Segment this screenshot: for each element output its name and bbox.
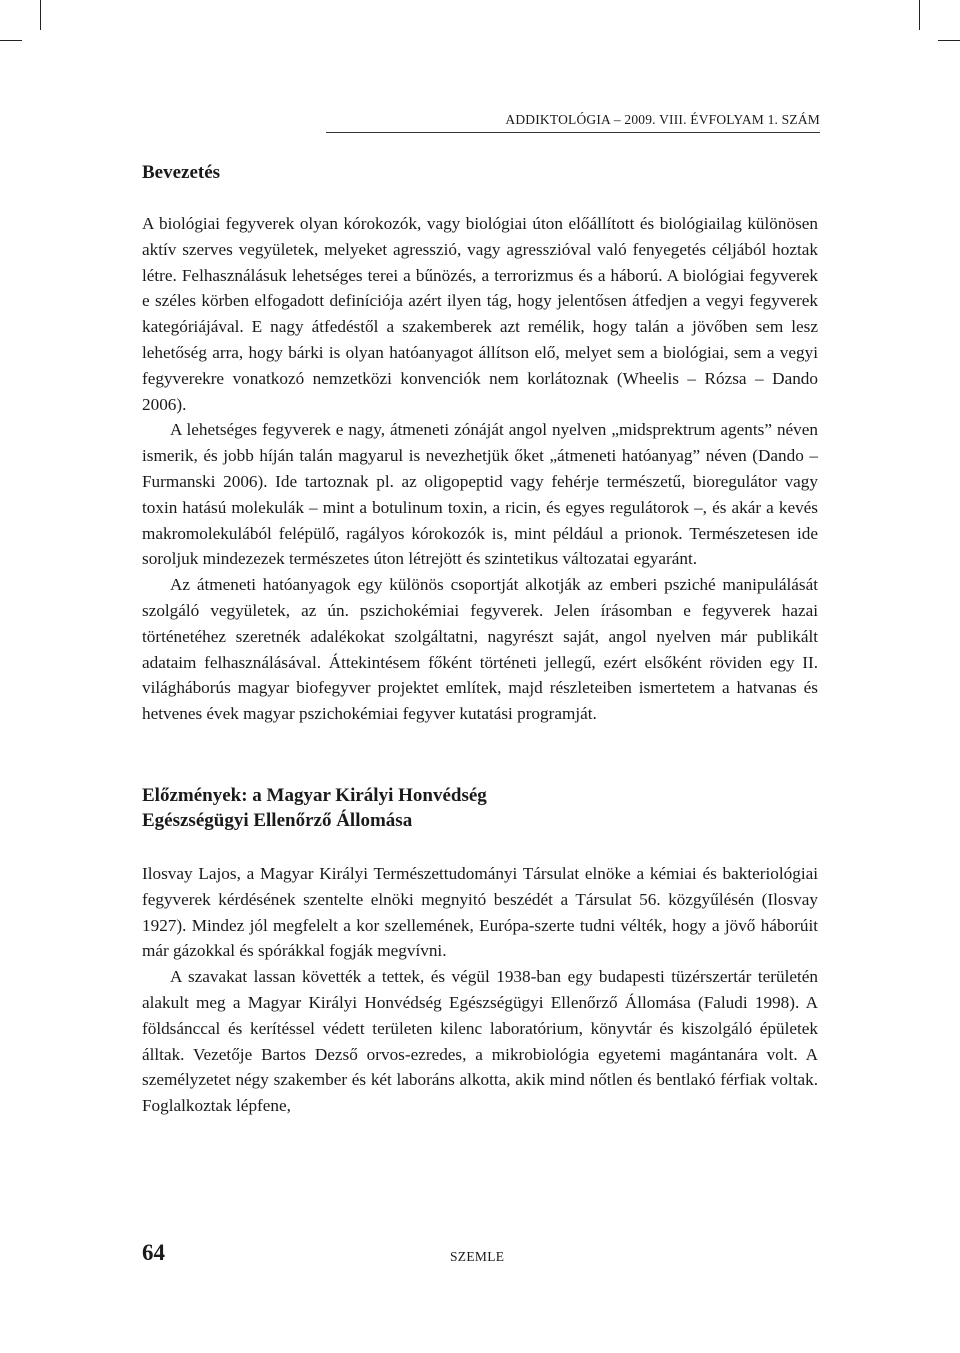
section-title-intro: Bevezetés — [142, 162, 221, 183]
paragraph: A biológiai fegyverek olyan kórokozók, vagy biológiai úton előállított és biológiailag különösen aktív szerves vegyületek, melyeket agresszió, vagy agresszióval való fenyegetés céljából hoztak létre. Felhasználásuk lehetséges terei a bűnözés, a terrorizmus és a háború. A biológiai fegyverek e széles körben elfogadott definíciója azért ilyen tág, hogy jelentősen átfedjen a vegyi fegyverek kategóriájával. E nagy átfedéstől a szakemberek azt remélik, hogy talán a jövőben sem lesz lehetőség arra, hogy bárki is olyan hatóanyagot állítson elő, melyet sem a biológiai, sem a vegyi fegyverekre vonatkozó nemzetközi konvenciók nem korlátoznak (Wheelis – Rózsa – Dando 2006). — [142, 214, 818, 414]
crop-mark-top-right — [919, 0, 920, 30]
paragraph: Ilosvay Lajos, a Magyar Királyi Természettudományi Társulat elnöke a kémiai és bakteriológiai fegyverek kérdésének szentelte elnöki megnyitó beszédét a Társulat 56. közgyűlésén (Ilosvay 1927). Mindez jól megfelelt a kor szellemének, Európa-szerte tudni vélték, hogy a jövő háborúit már gázokkal és spórákkal fogják megvívni. — [142, 863, 818, 961]
paragraph: A lehetséges fegyverek e nagy, átmeneti zónáját angol nyelven „midsprektrum agents” néven ismerik, és jobb híján talán magyarul is nevezhetjük őket „átmeneti hatóanyag” néven (Dando – Furmanski 2006). Ide tartoznak pl. az oligopeptid vagy fehérje természetű, bioregulátor vagy toxin hatású molekulák – mint a botulinum toxin, a ricin, és egyes regulátorok –, és akár a kevés makromolekulából felépülő, ragályos kórokozók is, mint például a prionok. Természetesen ide soroljuk mindezezek természetes úton létrejött és szintetikus változatai egyaránt. — [142, 420, 818, 569]
section-title-history — [142, 783, 818, 833]
page-number: 64 — [142, 1240, 165, 1265]
section-title-line: Előzmények: a Magyar Királyi Honvédség — [142, 784, 487, 806]
crop-mark-left — [0, 40, 22, 41]
paragraph: Az átmeneti hatóanyagok egy különös csoportját alkotják az emberi psziché manipulálását szolgáló vegyületek, az ún. pszichokémiai fegyverek. Jelen írásomban e fegyverek hazai történetéhez szeretnék adalékokat szolgáltatni, nagyrészt saját, angol nyelven már publikált adataim felhasználásával. Áttekintésem főként történeti jellegű, ezért elsőként röviden egy II. világháborús magyar biofegyver projektet említek, majd részleteiben ismertetem a hatvanas és hetvenes évek magyar pszichokémiai fegyver kutatási programját. — [142, 575, 818, 724]
running-head: ADDIKTOLÓGIA – 2009. VIII. ÉVFOLYAM 1. SZÁM — [505, 112, 820, 127]
header-rule — [326, 132, 820, 133]
footer-label: SZEMLE — [450, 1249, 505, 1264]
article-body — [142, 160, 818, 1119]
paragraph: A szavakat lassan követték a tettek, és végül 1938-ban egy budapesti tüzérszertár területén alakult meg a Magyar Királyi Honvédség Egészségügyi Ellenőrző Állomása (Faludi 1998). A földsánccal és kerítéssel védett területen kilenc laboratórium, könyvtár és kiszolgáló épületek álltak. Vezetője Bartos Dezső orvos-ezredes, a mikrobiológia egyetemi magántanára volt. A személyzetet négy szakember és két laboráns alkotta, akik mind nőtlen és bentlakó férfiak voltak. Foglalkoztak lépfene, — [142, 967, 818, 1116]
crop-mark-right — [938, 40, 960, 41]
crop-mark-top-left — [40, 0, 41, 30]
section-title-line: Egészségügyi Ellenőrző Állomása — [142, 809, 413, 831]
